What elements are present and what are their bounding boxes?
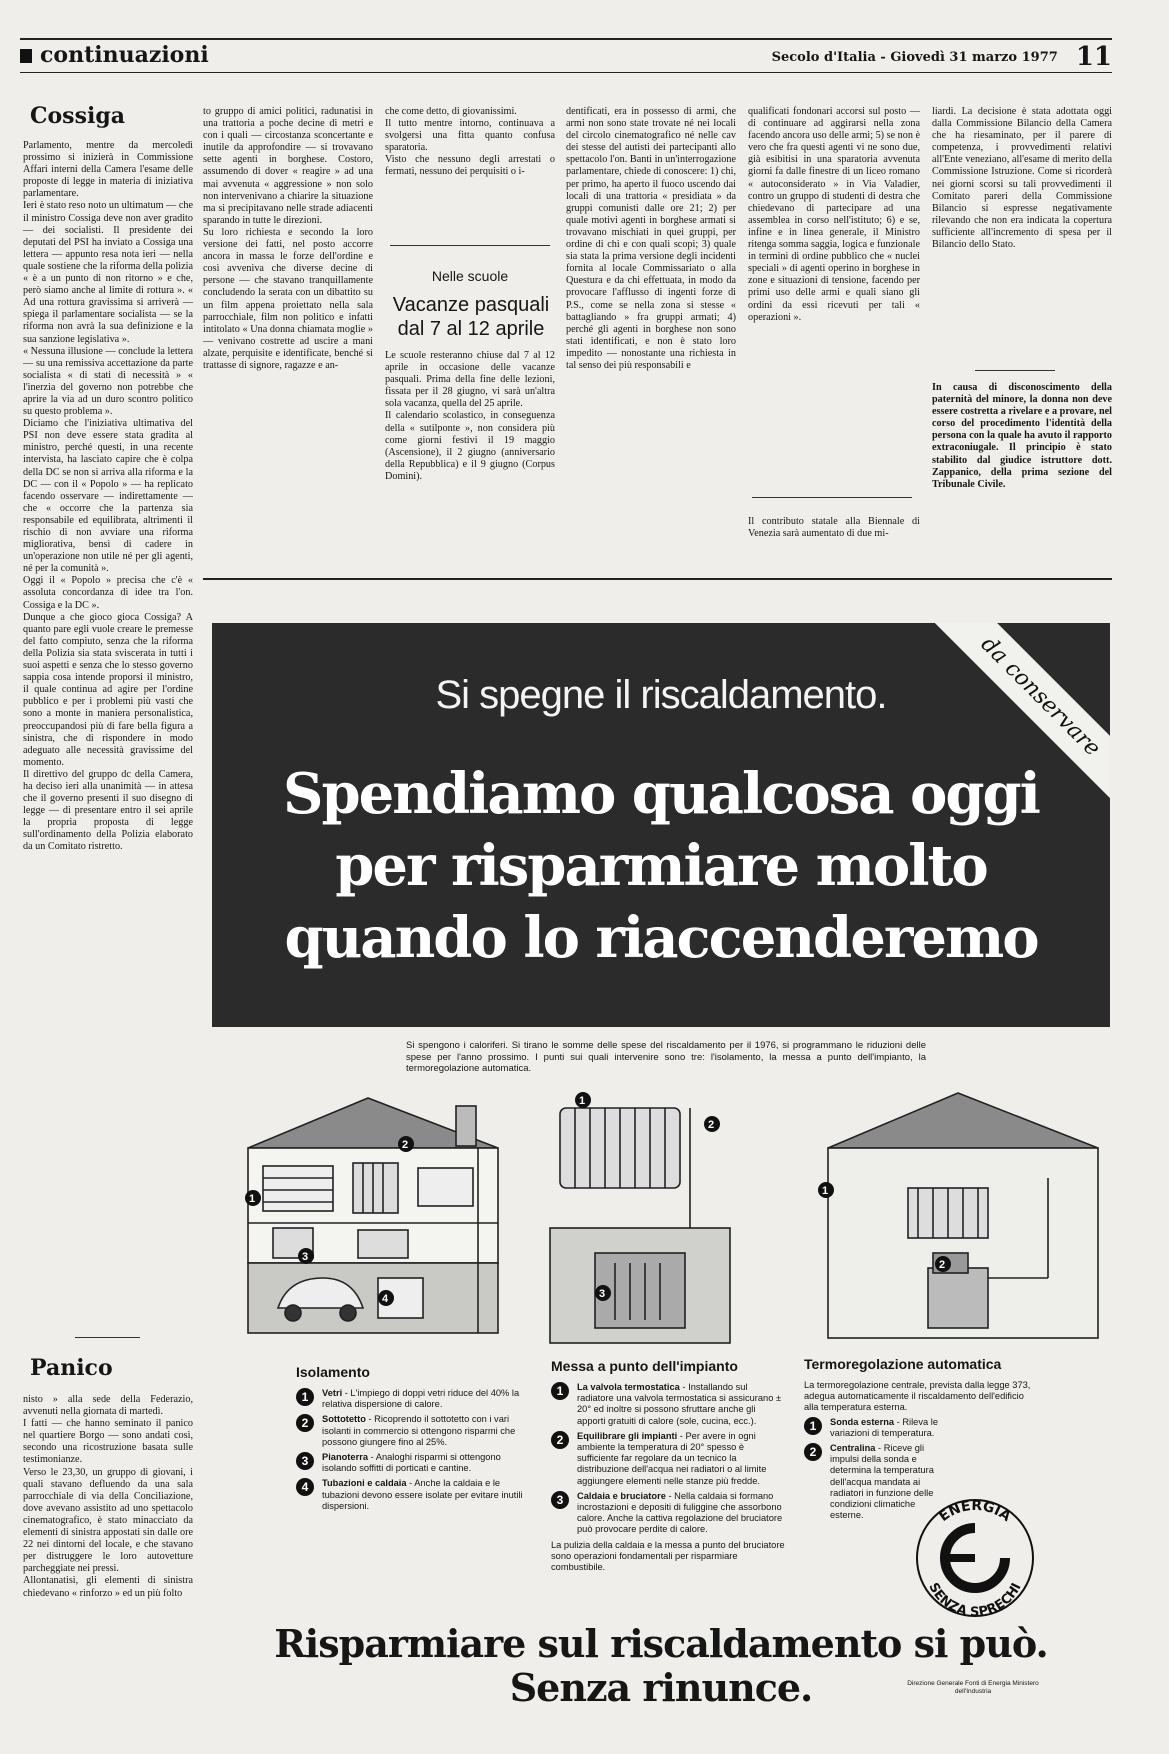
ad-banner: [212, 623, 1110, 1027]
svg-text:2: 2: [402, 1139, 409, 1151]
ad-intro: Si spengono i caloriferi. Si tirano le somme delle spese del riscaldamento per il 1976, si programmano le riduzioni delle spese per l'anno prossimo. I punti sui quali intervenire sono tre: l'isolamento, la messa a punto dell'impianto, la termoregolazione automatica.: [406, 1040, 926, 1074]
item-label: Sonda esterna: [830, 1416, 895, 1427]
number-badge: 1: [296, 1388, 314, 1406]
list-item: [296, 1388, 531, 1410]
building-illustration: [818, 1088, 1108, 1348]
divider: [390, 245, 550, 246]
article-panico-body-3: che come detto, di giovanissimi. Il tutto mentre intorno, continuava a svolgersi una fitta quanto confusa sparatoria. Visto che nessuno degli arrestati o fermati, nessuno dei perquisiti o i-: [385, 106, 555, 178]
item-label: Sottotetto: [322, 1414, 366, 1425]
slogan-line: Senza rinunce.: [509, 1665, 813, 1710]
list-item: [296, 1414, 531, 1448]
article-panico-body-4: dentificati, era in possesso di armi, che armi non sono state trovate né nei locali del circolo cinematografico né nelle cav dei stesse del autisti dei partecipanti allo spettacolo l'on. Banti in un'interrogazione parlamentare, chiede di conoscere: 1) chi, per primo, ha aperto il fuoco uscendo dai locali di una trattoria « presidiata » da gruppi comunisti dalle ore 21; 2) per quale motivi agenti in borghese armati si trovavano mischiati in quei gruppi, per ordine di chi e con quali scopi; 3) quale sia stata la prima versione degli incidenti fornita al locale Commissariato o alla Questura e da chi effettuata, in modo da provocare l'afflusso di ingenti forze di P.S., come se nella zona si stesse « battagliando » fra gruppi armati; 4) perché gli agenti in borghese non sono stati identificati, e non è stato loro impedito — nonostante una richiesta in tal senso dei più responsabili e: [566, 106, 736, 371]
item-text: - Nella caldaia si formano incrostazioni e depositi di fuliggine che assorbono calore. Anche la cattiva regolazione del bruciatore può provocare perdite di calore.: [577, 1490, 783, 1535]
page-number: 11: [1075, 42, 1112, 72]
article-title-panico: Panico: [30, 1355, 113, 1381]
item-text: - L'impiego di doppi vetri riduce del 40% la relativa dispersione di calore.: [322, 1388, 520, 1410]
item-label: Equilibrare gli impianti: [577, 1430, 678, 1441]
list-item: [551, 1382, 786, 1427]
section-rule: [203, 578, 1112, 580]
ad-credit: Direzione Generale Fonti di Energia Ministero dell'Industria: [907, 1680, 1039, 1695]
radiator-illustration: [540, 1088, 740, 1348]
divider: [975, 370, 1055, 371]
item-text: - Anche la caldaia e le tubazioni devono essere isolate per evitare inutili dispersioni.: [322, 1478, 523, 1511]
item-label: Tubazioni e caldaia: [322, 1478, 407, 1489]
ad-headline-line: quando lo riaccenderemo: [284, 905, 1038, 971]
divider: [75, 1337, 140, 1338]
item-label: Centralina: [830, 1443, 876, 1454]
number-badge: 1: [551, 1382, 569, 1400]
number-badge: 2: [296, 1414, 314, 1432]
svg-text:3: 3: [599, 1288, 606, 1300]
messa-title: Messa a punto dell'impianto: [551, 1358, 738, 1374]
brief-bilancio: liardi. La decisione è stata adottata oggi dalla Commissione Bilancio della Camera che ha riesaminato, per il parere di competenza, i provvedimenti relativi all'Ente veneziano, all'esame di merito della Commissione Istruzione. Come si ricorderà nei giorni scorsi su tali provvedimenti il Comitato pareri della Commissione Bilancio si espresse negativamente rilevando che non era indicata la copertura sufficiente all'incremento di spesa per il Bilancio dello Stato.: [932, 106, 1112, 251]
svg-text:2: 2: [939, 1259, 946, 1271]
svg-text:3: 3: [302, 1251, 309, 1263]
ad-headline-line: per risparmiare molto: [335, 833, 987, 899]
masthead-date: [772, 42, 1112, 72]
list-item: [551, 1491, 786, 1536]
article-kicker-scuole: Nelle scuole: [431, 268, 509, 284]
list-item: [296, 1452, 531, 1474]
house-illustration: [228, 1088, 518, 1348]
article-cossiga-body: Parlamento, mentre da mercoledì prossimo si inizierà in Commissione Affari interni della Camera l'esame delle proposte di legge in materia di iniziativa parlamentare. Ieri è stato reso noto un ultimatum — che il ministro Cossiga deve non aver gradito — dei socialisti. Il presidente dei deputati del PSI ha inviato a Cossiga una lettera — appunto resa nota ieri — nella quale sostiene che la riforma della polizia « è a un punto di non ritorno » e che, però siamo anche al limite di rottura ». « Ad una rottura gravissima si arriverà — spiega il parlamentare socialista — se la riforma non avrà la sua definizione e la sua sanzione legislativa ». « Nessuna illusione — conclude la lettera — su una remissiva accettazione da parte socialista « di stati di necessità » « l'inerzia del governo non potrebbe che aprire la via ad un duro scontro politico su questo problema ». Diciamo che l'iniziativa ultimativa del PSI non deve essere stata gradita al ministro, perché questi, in una recente intervista, ha lasciato capire che è colpa della DC se non si arriva alla riforma e la DC — con il « Popolo » — ha replicato facendo osservare — indirettamente — che « occorre che la partenza sia responsabile ed equilibrata, altrimenti il rischio di non avviare una riforma migliorativa, bensì di cadere in un'operazione non utile né per gli agenti, né per la comunità ». Oggi il « Popolo » precisa che c'è « assoluta concordanza di idee tra l'on. Cossiga e la DC ». Dunque a che gioco gioca Cossiga? A quanto pare egli vuole creare le premesse del fatto compiuto, senza che la riforma della Polizia sia stata sviscerata in tutti i suoi aspetti e senza che lo stesso governo sappia cosa intende proporsi il ministro, il quale continua ad agire per l'ordine pubblico e per i problemi più vasti che sono a monte in maniera personalistica, preoccupandosi più di fare bella figura a sinistra, che di rispondere in modo adeguato alle necessità gravissime del momento. Il direttivo del gruppo dc della Camera, ha deciso ieri alla unanimità — in attesa che il governo presenti il suo disegno di legge — di presentare entro il sei aprile la propria proposta di legge sull'ordinamento della Polizia elaborato da un Comitato ristretto.: [23, 140, 193, 853]
messa-footer: La pulizia della caldaia e la messa a punto del bruciatore sono operazioni fondamentali per risparmiare combustibile.: [551, 1539, 785, 1573]
article-scuole-body: Le scuole resteranno chiuse dal 7 al 12 aprile in occasione delle vacanze pasquali. Prima della fine delle lezioni, fissata per il 28 giugno, vi sarà un'altra sola vacanza, quella del 25 aprile. Il calendario scolastico, in conseguenza della « sutilponte », non considera più come giorni festivi il 19 maggio (Ascensione), il 2 giugno (anniversario della Repubblica) e il 9 giugno (Corpus Domini).: [385, 350, 555, 482]
list-item: [804, 1417, 960, 1439]
slogan-line: Risparmiare sul riscaldamento si può.: [274, 1621, 1048, 1666]
number-badge: 3: [296, 1452, 314, 1470]
logo-top-text: ENERGIA: [936, 1497, 1014, 1526]
square-bullet-icon: [20, 49, 32, 63]
brief-biennale: Il contributo statale alla Biennale di Venezia sarà aumentato di due mi-: [748, 516, 920, 540]
section-label: continuazioni: [40, 42, 209, 68]
item-label: Vetri: [322, 1388, 343, 1398]
corner-badge: da conservare: [933, 623, 1110, 804]
svg-text:1: 1: [249, 1193, 256, 1205]
item-text: - Installando sul radiatore una valvola termostatica si assicurano ± 20° ed inoltre si possono sfruttare anche gli apporti gratuiti di calore (sole, cucina, ecc.).: [577, 1382, 782, 1426]
item-text: - Analoghi risparmi si ottengono isolando soffitti di porticati e cantine.: [322, 1452, 501, 1474]
svg-text:1: 1: [822, 1185, 829, 1197]
number-badge: 3: [551, 1491, 569, 1509]
ad-headline-line: Spendiamo qualcosa oggi: [283, 761, 1039, 827]
item-text: - Riceve gli impulsi della sonda e determina la temperatura dell'acqua mandata ai radiatori in funzione delle condizioni climatiche esterne.: [830, 1443, 934, 1521]
item-text: - Per avere in ogni ambiente la temperatura di 20° spesso è sufficiente far regolare da un tecnico la distribuzione dell'acqua nei radiatori o al limite aggiungere elementi nelle stanze più fredde.: [577, 1430, 767, 1486]
item-text: - Ricoprendo il sottotetto con i vari isolanti in commercio si ottengono risparmi che possono giungere fino al 25%.: [322, 1414, 516, 1447]
article-panico-body-1: nisto » alla sede della Federazio, avvenuti nella giornata di martedì. I fatti — che hanno seminato il panico nel quartiere Borgo — sono andati così, secondo una ricostruzione basata sulle testimonianze. Verso le 23,30, un gruppo di giovani, i quali stavano defluendo da una sala parrocchiale di via della Conciliazione, dove avevano assistito ad uno spettacolo cinematografico, è stato minacciato da elementi di sinistra appostati sin dalle ore 22 nei dintorni del locale, e che stavano per distruggere le loro autovetture parcheggiate nei pressi. Allontanatisi, gli elementi di sinistra chiedevano « rinforzo » ed un più folto: [23, 1394, 193, 1599]
list-item: [296, 1478, 531, 1512]
section-title: [20, 42, 209, 68]
svg-text:1: 1: [579, 1095, 586, 1107]
article-title-scuole: Vacanze pasquali dal 7 al 12 aprile: [392, 294, 550, 340]
ad-subtitle: Si spegne il riscaldamento.: [435, 673, 887, 717]
energia-senza-sprechi-logo-icon: [905, 1488, 1045, 1628]
isolamento-list: [296, 1388, 531, 1516]
ad-slogan: [212, 1622, 1110, 1710]
svg-text:ENERGIA: [936, 1498, 1014, 1525]
item-label: Caldaia e bruciatore: [577, 1490, 666, 1501]
divider: [752, 497, 912, 498]
list-item: [551, 1431, 786, 1487]
svg-text:4: 4: [382, 1293, 389, 1305]
article-panico-body-2: to gruppo di amici politici, radunatisi in una trattoria a poche decine di metri e con i quali — circostanza sconcertante e inutile da approfondire — si trovavano sette agenti in borghese. Costoro, assumendo di dover « reagire » ad una mai avvenuta « aggressione » non solo non intervenivano a chiarire la situazione ma si precipitavano nelle strade adiacenti sparando in tutte le direzioni. Su loro richiesta e secondo la loro versione dei fatti, nel posto accorre ancora in massa le forze dell'ordine e così avveniva che diverse decine di persone — che stavano tranquillamente concludendo la serata con un dibattito su un film appena proiettato nella sala parrocchiale, film non politico e infatti intitolato « Una donna chiamata moglie » — venivano costrette ad uscire a mani alzate, perquisite e identificate, benché si trattasse di signore, ragazze e an-: [203, 106, 373, 371]
publication-line: Secolo d'Italia - Giovedì 31 marzo 1977: [771, 50, 1058, 65]
item-label: La valvola termostatica: [577, 1382, 680, 1392]
page-header: [20, 38, 1112, 73]
item-label: Pianoterra: [322, 1452, 368, 1463]
number-badge: 2: [804, 1443, 822, 1461]
article-panico-body-5: qualificati fondonari accorsi sul posto — di continuare ad aggirarsi nella zona facendo ancora uso delle armi; 5) se non è vero che fra questi agenti vi ne sono due, già esibitisi in una sparatoria avvenuta giorni fa dalle finestre di un liceo romano « autoconsiderato » in Via Valadier, contro un gruppo di studenti di destra che chiedevano di partecipare ad una assemblea in corso nell'istituto; 6) e se, infine e in linea generale, il Ministro ritenga somma saggia, logica e funzionale in termini di ordine pubblico che « nuclei speciali » di agenti operino in borghese in zone e situazioni di tensione, facendo per primi uso delle armi e quali siano gli ordini da essi ricevuti per tali « operazioni ».: [748, 106, 920, 323]
termo-title: Termoregolazione automatica: [804, 1356, 1002, 1372]
item-text: - Rileva le variazioni di temperatura.: [830, 1416, 938, 1438]
svg-text:2: 2: [708, 1119, 715, 1131]
number-badge: 1: [804, 1417, 822, 1435]
number-badge: 4: [296, 1478, 314, 1496]
isolamento-title: Isolamento: [296, 1364, 370, 1380]
article-title-cossiga: Cossiga: [30, 103, 125, 129]
number-badge: 2: [551, 1431, 569, 1449]
logo-bottom-text: SENZA SPRECHI: [925, 1580, 1025, 1621]
termo-intro: La termoregolazione centrale, prevista dalla legge 373, adegua automaticamente il riscaldamento dell'edificio alla temperatura esterna.: [804, 1380, 1031, 1413]
messa-list: [551, 1382, 786, 1576]
ad-headline: [212, 758, 1110, 974]
brief-paternita: In causa di disconoscimento della paternità del minore, la donna non deve essere costretta a rivelare e a provare, nel corso del procedimento l'identità della persona con la quale ha avuto il rapporto extraconiugale. Il principio è stato stabilito dal giudice istruttore dott. Zappanico, della prima sezione del Tribunale Civile.: [932, 382, 1112, 490]
